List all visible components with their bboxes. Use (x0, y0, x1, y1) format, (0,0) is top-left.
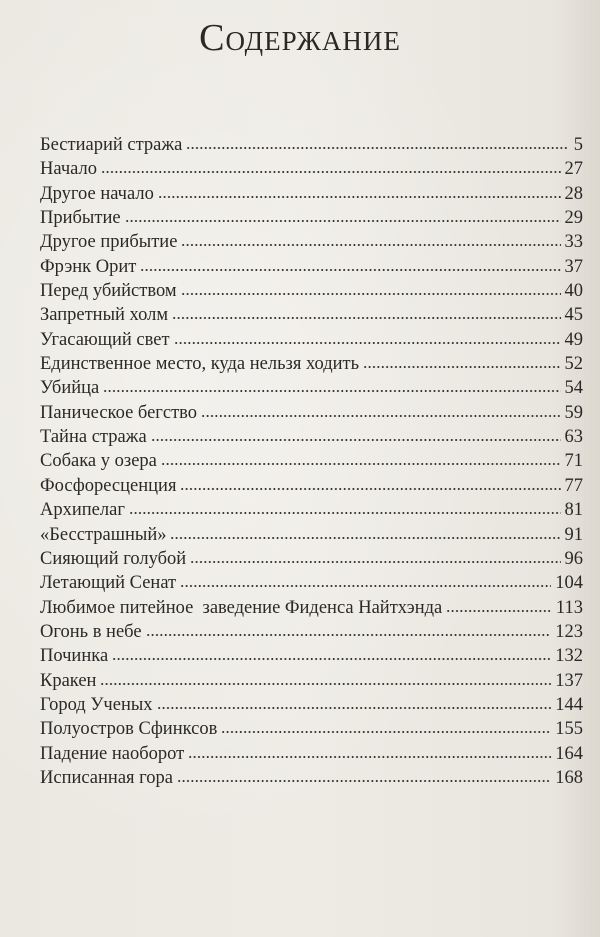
toc-entry (40, 644, 583, 668)
toc-entry (40, 620, 583, 644)
toc-entry-page: 164 (555, 743, 583, 764)
toc-entry-title: Починка (40, 646, 109, 667)
dot-leader (180, 477, 560, 491)
toc-entry-title: Исписанная гора (40, 767, 174, 788)
toc-entry (40, 742, 583, 766)
toc-entry-page: 37 (564, 256, 583, 277)
dot-leader (190, 550, 560, 564)
toc-entry-title: Паническое бегство (40, 402, 198, 423)
dot-leader (103, 379, 560, 393)
dot-leader (170, 526, 560, 540)
toc-entry-title: Угасающий свет (40, 329, 170, 350)
toc-entry (40, 717, 583, 741)
toc-entry (40, 255, 583, 279)
toc-entry (40, 157, 583, 181)
page-title: Содержание (199, 17, 401, 59)
toc-entry (40, 401, 583, 425)
toc-entry-page: 155 (555, 719, 583, 740)
toc-entry (40, 230, 583, 254)
toc-entry (40, 133, 583, 157)
toc-entry-title: Сияющий голубой (40, 548, 187, 569)
toc-entry-page: 123 (555, 621, 583, 642)
dot-leader (157, 696, 552, 710)
toc-entry (40, 474, 583, 498)
toc-entry (40, 498, 583, 522)
toc-entry-title: Полуостров Сфинксов (40, 719, 218, 740)
dot-leader (446, 599, 552, 613)
toc-entry-title: Запретный холм (40, 305, 169, 326)
toc-entry-title: Бестиарий стража (40, 135, 183, 155)
dot-leader (112, 647, 551, 661)
toc-entry-title: Кракен (40, 670, 97, 691)
dot-leader (140, 258, 560, 272)
toc-entry (40, 182, 583, 206)
dot-leader (186, 136, 569, 150)
dot-leader (181, 233, 560, 247)
toc-entry-page: 27 (564, 159, 583, 180)
toc-entry-title: Собака у озера (40, 451, 157, 472)
toc-entry-title: Прибытие (40, 208, 121, 229)
dot-leader (221, 720, 551, 734)
dot-leader (181, 282, 561, 296)
dot-leader (101, 160, 561, 174)
toc-entry (40, 766, 583, 790)
dot-leader (174, 331, 561, 345)
toc-entry-page: 96 (564, 548, 583, 569)
toc-entry (40, 547, 583, 571)
toc-entry-title: Единственное место, куда нельзя ходить (40, 354, 360, 375)
toc-entry-page: 29 (564, 208, 583, 229)
toc-entry (40, 693, 583, 717)
toc-entry (40, 425, 583, 449)
toc-entry-title: Другое прибытие (40, 232, 178, 253)
dot-leader (146, 623, 552, 637)
toc-entry-page: 40 (564, 281, 583, 302)
toc-entry-page: 77 (564, 475, 583, 496)
toc-entry-page: 132 (555, 646, 583, 667)
toc-entry-page: 71 (564, 451, 583, 472)
dot-leader (177, 769, 551, 783)
dot-leader (129, 501, 561, 515)
toc-entry (40, 571, 583, 595)
toc-entry-title: Убийца (40, 378, 100, 399)
toc-entry-page: 168 (555, 767, 583, 788)
toc-entry-page: 113 (555, 597, 583, 618)
toc-entry-page: 81 (564, 500, 583, 521)
toc-entry-title: Тайна стража (40, 427, 147, 448)
toc-entry-title: Другое начало (40, 183, 154, 204)
toc-entry-page: 137 (555, 670, 583, 691)
dot-leader (151, 428, 561, 442)
toc-entry-title: Архипелаг (40, 500, 125, 521)
toc-entry (40, 352, 583, 376)
toc-entry (40, 206, 583, 230)
dot-leader (363, 355, 560, 369)
toc-entry (40, 328, 583, 352)
toc-entry-title: Город Ученых (40, 694, 153, 715)
toc-entry-title: Летающий Сенат (40, 573, 177, 594)
toc-entry-title: Падение наоборот (40, 743, 185, 764)
toc-entry-title: Любимое питейное заведение Фиденса Найтхэнда (40, 597, 443, 618)
table-of-contents (40, 133, 583, 790)
dot-leader (180, 574, 551, 588)
dot-leader (158, 185, 561, 199)
toc-entry-page: 52 (564, 354, 583, 375)
toc-entry-title: Огонь в небе (40, 621, 142, 642)
toc-entry-title: «Бесстрашный» (40, 524, 167, 545)
dot-leader (201, 404, 560, 418)
toc-entry (40, 279, 583, 303)
toc-entry-title: Фосфоресценция (40, 475, 177, 496)
toc-entry-title: Перед убийством (40, 281, 177, 302)
toc-entry-page: 63 (564, 427, 583, 448)
toc-entry-page: 49 (564, 329, 583, 350)
dot-leader (100, 672, 551, 686)
toc-entry-page: 54 (564, 378, 583, 399)
dot-leader (161, 452, 561, 466)
toc-entry-page: 45 (564, 305, 583, 326)
toc-entry-page: 33 (564, 232, 583, 253)
toc-entry (40, 449, 583, 473)
toc-entry-page: 91 (564, 524, 583, 545)
toc-entry-page: 5 (573, 135, 583, 155)
toc-entry-page: 104 (555, 573, 583, 594)
dot-leader (172, 306, 560, 320)
toc-entry (40, 523, 583, 547)
toc-entry (40, 303, 583, 327)
toc-entry (40, 596, 583, 620)
dot-leader (125, 209, 561, 223)
toc-entry (40, 669, 583, 693)
toc-entry (40, 376, 583, 400)
dot-leader (188, 745, 551, 759)
toc-entry-page: 28 (564, 183, 583, 204)
toc-entry-page: 59 (564, 402, 583, 423)
toc-entry-title: Начало (40, 159, 97, 180)
toc-entry-title: Фрэнк Орит (40, 256, 137, 277)
toc-entry-page: 144 (555, 694, 583, 715)
